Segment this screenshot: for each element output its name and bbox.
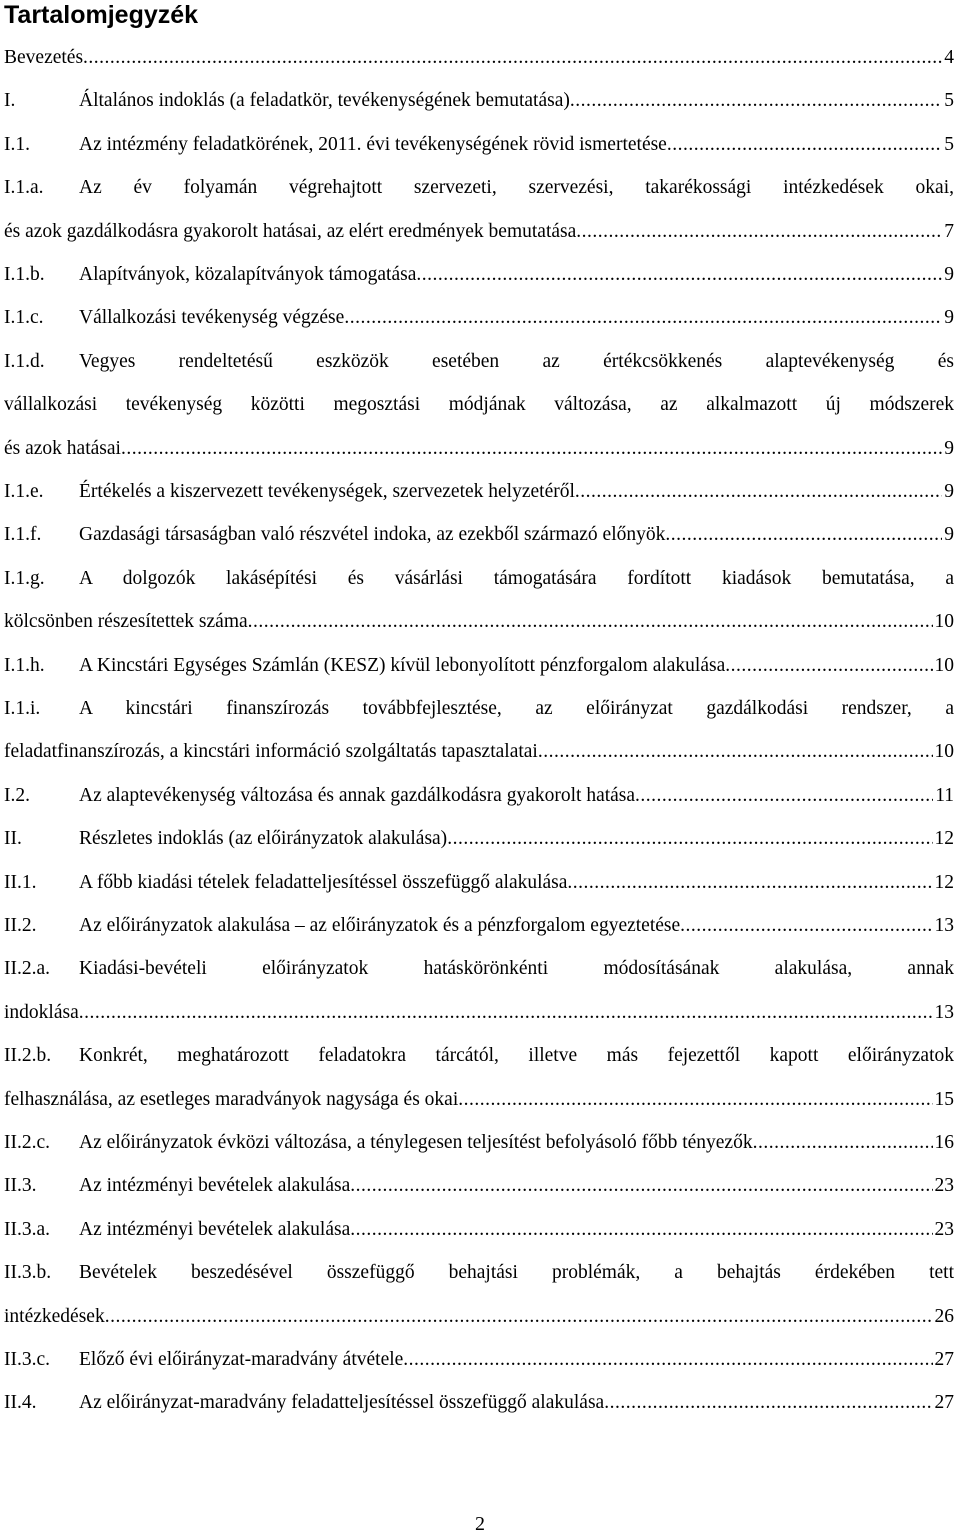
toc-entry-text: Az intézményi bevételek alakulása <box>79 1175 351 1197</box>
toc-entry-page: 10 <box>934 611 954 633</box>
toc-entry-number: II.4. <box>4 1392 37 1414</box>
toc-entry-body <box>79 522 954 548</box>
toc-entry-text: Az intézményi bevételek alakulása <box>79 1218 351 1240</box>
toc-entry-number: I.1.c. <box>4 307 44 329</box>
toc-entry-body <box>4 1304 954 1330</box>
toc-entry-number: I.1.a. <box>4 177 44 199</box>
toc-entry-page: 9 <box>944 481 954 502</box>
toc-entry-page: 23 <box>934 1218 954 1240</box>
toc-entry-number: I.1.h. <box>4 654 45 676</box>
toc-entry-text: Bevételek beszedésével összefüggő behajtási problémák, a behajtás érdekében tett <box>79 1262 954 1284</box>
toc-entry-number: I.1.e. <box>4 481 44 502</box>
toc-entry-number: II.2.b. <box>4 1045 52 1067</box>
toc-entry-text: A Kincstári Egységes Számlán (KESZ) kívül lebonyolított pénzforgalom alakulása <box>79 654 726 676</box>
toc-entry-text: vállalkozási tevékenység közötti megosztási módjának változása, az alkalmazott új módszerek <box>4 394 954 416</box>
toc-title: Tartalomjegyzék <box>4 1 199 29</box>
toc-entry-number: I.1.b. <box>4 264 45 285</box>
toc-entry-number: II.2.c. <box>4 1132 51 1153</box>
toc-entry-text: Általános indoklás (a feladatkör, tevékenységének bemutatása) <box>79 90 570 112</box>
toc-entry-text: felhasználása, az esetleges maradványok nagysága és okai <box>4 1088 459 1110</box>
toc-entry-page: 10 <box>934 741 954 763</box>
toc-entry-text: Az év folyamán végrehajtott szervezeti, szervezési, takarékossági intézkedések okai, <box>79 177 954 199</box>
dot-leader <box>350 1217 932 1243</box>
toc-entry-body <box>79 1217 954 1243</box>
toc-entry-page: 11 <box>935 784 954 806</box>
dot-leader <box>458 1087 932 1113</box>
toc-entry-number: II.3. <box>4 1175 37 1197</box>
toc-entry-page: 7 <box>944 220 954 242</box>
dot-leader <box>538 739 933 765</box>
toc-entry-body <box>79 262 954 288</box>
toc-entry-page: 10 <box>934 654 954 676</box>
toc-entry-text: és azok hatásai <box>4 437 121 459</box>
toc-entry-page: 9 <box>944 307 954 329</box>
dot-leader <box>635 783 933 809</box>
toc-entry-page: 16 <box>934 1132 954 1153</box>
toc-entry-text: Vegyes rendeltetésű eszközök esetében az értékcsökkenés alaptevékenység és <box>79 350 954 372</box>
toc-entry-number: II.1. <box>4 871 37 893</box>
dot-leader <box>567 870 932 896</box>
toc-entry-text: A főbb kiadási tételek feladatteljesítéssel összefüggő alakulása <box>79 871 568 893</box>
toc-entry-page: 13 <box>934 915 954 936</box>
toc-entry-body <box>4 45 954 71</box>
dot-leader <box>416 262 942 288</box>
toc-entry-body <box>79 826 954 852</box>
dot-leader <box>667 132 942 158</box>
toc-entry-text: Előző évi előirányzat-maradvány átvétele <box>79 1349 404 1370</box>
dot-leader <box>447 826 932 852</box>
dot-leader <box>248 609 933 635</box>
toc-entry-number: I. <box>4 90 16 112</box>
dot-leader <box>121 436 942 462</box>
toc-entry-body <box>79 88 954 114</box>
toc-entry-page: 12 <box>934 871 954 893</box>
toc-entry-body <box>79 132 954 158</box>
toc-entry-body <box>79 783 954 809</box>
toc-entry-number: I.1.f. <box>4 524 42 546</box>
toc-entry-text: Részletes indoklás (az előirányzatok alakulása) <box>79 828 448 850</box>
toc-entry-page: 12 <box>934 828 954 850</box>
dot-leader <box>665 522 942 548</box>
toc-entry-text: Vállalkozási tevékenység végzése <box>79 307 345 329</box>
toc-entry-text: Gazdasági társaságban való részvétel indoka, az ezekből származó előnyök <box>79 524 666 546</box>
toc-entry-text: és azok gazdálkodásra gyakorolt hatásai, az elért eredmények bemutatása <box>4 220 577 242</box>
dot-leader <box>105 1304 933 1330</box>
dot-leader <box>575 479 942 505</box>
toc-entry-text: Az intézmény feladatkörének, 2011. évi tevékenységének rövid ismertetése <box>79 133 667 155</box>
toc-entry-body <box>4 1087 954 1113</box>
toc-entry-text: Bevezetés <box>4 47 84 68</box>
toc-entry-number: II.2.a. <box>4 958 51 980</box>
toc-entry-number: II.2. <box>4 915 37 936</box>
toc-entry-text: kölcsönben részesítettek száma <box>4 611 248 633</box>
toc-entry-text: Az alaptevékenység változása és annak gazdálkodásra gyakorolt hatása <box>79 784 636 806</box>
toc-entry-page: 5 <box>944 133 954 155</box>
dot-leader <box>680 913 932 939</box>
toc-entry-page: 15 <box>934 1088 954 1110</box>
dot-leader <box>576 219 942 245</box>
dot-leader <box>79 1000 933 1026</box>
dot-leader <box>83 45 942 71</box>
dot-leader <box>350 1173 932 1199</box>
toc-entry-page: 23 <box>934 1175 954 1197</box>
toc-entry-text: A kincstári finanszírozás továbbfejlesztése, az előirányzat gazdálkodási rendszer, a <box>79 698 954 719</box>
toc-entry-page: 13 <box>934 1001 954 1023</box>
toc-entry-text: indoklása <box>4 1001 79 1023</box>
toc-entry-text: Alapítványok, közalapítványok támogatása <box>79 264 417 285</box>
toc-entry-text: Konkrét, meghatározott feladatokra tárcától, illetve más fejezettől kapott előirányzatok <box>79 1045 954 1067</box>
toc-entry-number: I.1.i. <box>4 698 41 719</box>
toc-entry-text: Az előirányzat-maradvány feladatteljesítéssel összefüggő alakulása <box>79 1392 605 1414</box>
toc-entry-number: II.3.b. <box>4 1262 52 1284</box>
toc-entry-page: 9 <box>944 437 954 459</box>
toc-entry-number: I.1. <box>4 133 30 155</box>
dot-leader <box>604 1390 932 1416</box>
dot-leader <box>725 653 932 679</box>
toc-entry-text: Az előirányzatok alakulása – az előirányzatok és a pénzforgalom egyeztetése <box>79 915 681 936</box>
toc-entry-text: feladatfinanszírozás, a kincstári információ szolgáltatás tapasztalatai <box>4 741 538 763</box>
toc-entry-text: A dolgozók lakásépítési és vásárlási támogatására fordított kiadások bemutatása, a <box>79 567 954 589</box>
toc-entry-body <box>4 609 954 635</box>
toc-entry-body <box>79 1347 954 1373</box>
toc-entry-number: II.3.c. <box>4 1349 51 1370</box>
toc-entry-body <box>79 1173 954 1199</box>
toc-entry-body <box>4 436 954 462</box>
toc-entry-number: I.1.g. <box>4 567 45 589</box>
toc-entry-page: 27 <box>934 1349 954 1370</box>
page-number: 2 <box>475 1513 485 1535</box>
toc-entry-page: 26 <box>934 1305 954 1327</box>
dot-leader <box>344 305 942 331</box>
toc-entry-number: II. <box>4 828 22 850</box>
toc-entry-text: intézkedések <box>4 1305 105 1327</box>
toc-entry-text: Kiadási-bevételi előirányzatok hatáskörönkénti módosításának alakulása, annak <box>79 958 954 980</box>
toc-entry-body <box>4 219 954 245</box>
toc-entry-page: 9 <box>944 524 954 546</box>
toc-entry-body <box>79 1130 954 1156</box>
toc-entry-page: 9 <box>944 264 954 285</box>
toc-entry-body <box>79 653 954 679</box>
toc-entry-text: Értékelés a kiszervezett tevékenységek, szervezetek helyzetéről <box>79 481 575 502</box>
toc-entry-number: II.3.a. <box>4 1218 51 1240</box>
dot-leader <box>753 1130 933 1156</box>
toc-entry-body <box>4 1000 954 1026</box>
toc-entry-number: I.1.d. <box>4 350 45 372</box>
toc-entry-body <box>79 479 954 505</box>
toc-entry-body <box>79 870 954 896</box>
toc-entry-number: I.2. <box>4 784 30 806</box>
toc-entry-body <box>79 913 954 939</box>
toc-entry-page: 27 <box>934 1392 954 1414</box>
toc-entry-page: 5 <box>944 90 954 112</box>
toc-entry-text: Az előirányzatok évközi változása, a ténylegesen teljesítést befolyásoló főbb tényezők <box>79 1132 753 1153</box>
toc-entry-page: 4 <box>944 47 954 68</box>
dot-leader <box>403 1347 932 1373</box>
dot-leader <box>570 88 942 114</box>
toc-entry-body <box>79 1390 954 1416</box>
toc-entry-body <box>4 739 954 765</box>
toc-entry-body <box>79 305 954 331</box>
